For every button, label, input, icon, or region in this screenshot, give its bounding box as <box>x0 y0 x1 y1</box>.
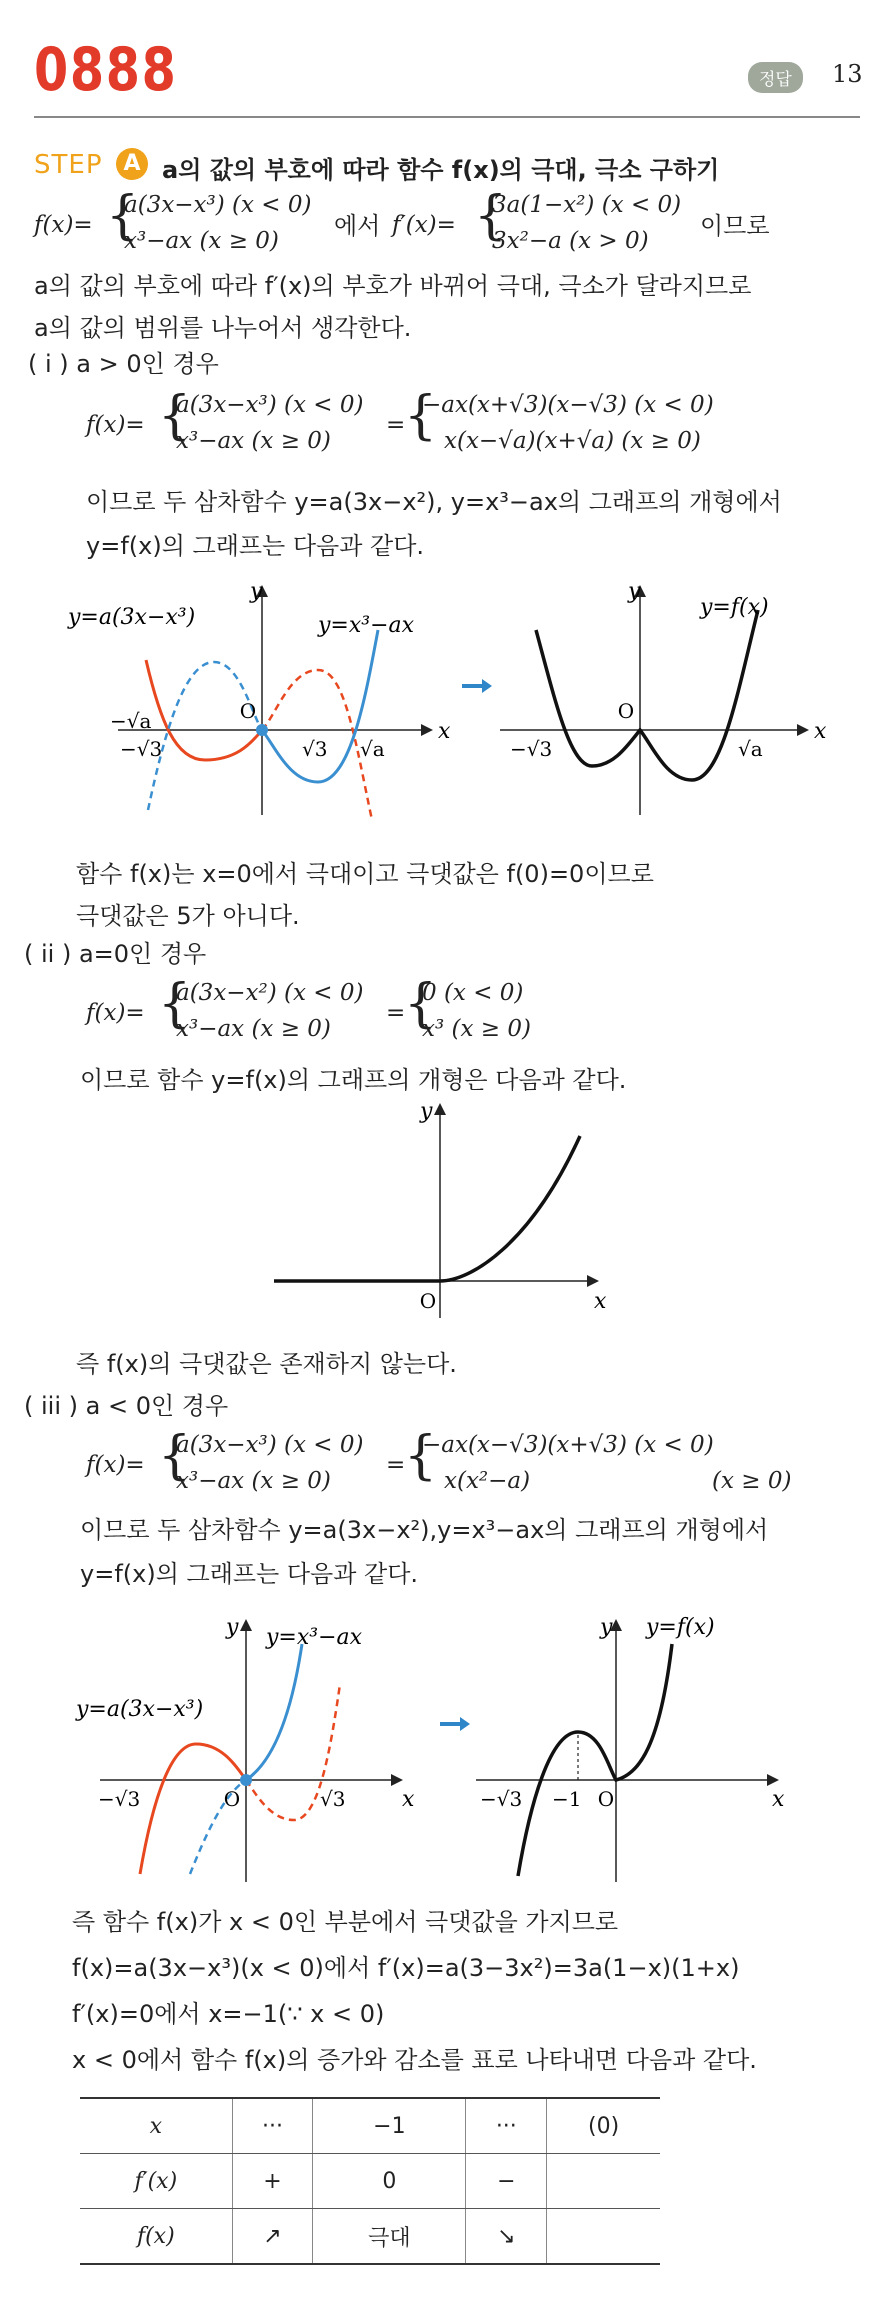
case2-heading: ( ii ) a=0인 경우 <box>24 940 207 968</box>
case2-graph <box>0 1096 894 1326</box>
case3-c1: 즉 함수 f(x)가 x < 0인 부분에서 극댓값을 가지므로 <box>72 1908 619 1936</box>
problem-number: 0888 <box>34 35 178 105</box>
case3-g1-sqrt3: √3 <box>320 1787 346 1811</box>
case3-g2-neg-sqrt3: −√3 <box>480 1787 523 1811</box>
case1-heading: ( i ) a > 0인 경우 <box>28 350 219 378</box>
case3-equals: = <box>386 1452 406 1478</box>
case3-g1-x-label: x <box>402 1787 415 1812</box>
case2-r1: 0 (x < 0) <box>422 980 524 1006</box>
table-cell: x <box>80 2098 232 2154</box>
table-cell: − <box>466 2154 547 2209</box>
case3-g1-blue-solid <box>246 1644 302 1780</box>
table-row <box>80 2098 660 2154</box>
case1-r2: x(x−√a)(x+√a) (x ≥ 0) <box>444 428 701 454</box>
case1-g1-blue-dashed <box>148 662 262 810</box>
intro-text-2: a의 값의 범위를 나누어서 생각한다. <box>34 314 412 342</box>
case2-right-brace: { <box>404 974 438 1034</box>
case3-r1: −ax(x−√3)(x+√3) (x < 0) <box>422 1432 714 1458</box>
intro-text-1: a의 값의 부호에 따라 f′(x)의 부호가 바뀌어 극대, 극소가 달라지므로 <box>34 272 752 300</box>
table-cell: + <box>232 2154 313 2209</box>
intro-end: 이므로 <box>700 212 770 240</box>
table-cell: 극대 <box>313 2209 466 2265</box>
case1-g1-neg-sqrt3: −√3 <box>120 737 163 761</box>
intro-f-case1: a(3x−x³) (x < 0) <box>124 192 312 218</box>
case3-c3: f′(x)=0에서 x=−1(∵ x < 0) <box>72 2000 385 2028</box>
intro-fp-case2: 3x²−a (x > 0) <box>492 228 649 254</box>
case3-g1-curve2-label: y=x³−ax <box>266 1625 363 1650</box>
case1-conclusion-2: 극댓값은 5가 아니다. <box>76 902 300 930</box>
case3-f-label: f(x)= <box>86 1452 145 1478</box>
step-title: a의 값의 부호에 따라 함수 f(x)의 극대, 극소 구하기 <box>162 156 720 184</box>
case3-l1: a(3x−x³) (x < 0) <box>176 1432 364 1458</box>
case1-graphs <box>0 570 894 820</box>
case1-g1-sqrt3: √3 <box>302 737 328 761</box>
case1-text-2: y=f(x)의 그래프는 다음과 같다. <box>86 532 425 560</box>
case1-transform-arrow-head <box>482 679 492 693</box>
answer-badge[interactable]: 정답 <box>748 62 803 93</box>
case1-g2-curve <box>536 610 758 780</box>
case2-conclusion: 즉 f(x)의 극댓값은 존재하지 않는다. <box>76 1350 457 1378</box>
case3-g1-origin: O <box>223 1787 241 1811</box>
case3-r2-cond: (x ≥ 0) <box>712 1468 792 1494</box>
case3-g2-y-label: y <box>600 1615 613 1640</box>
case1-g1-origin-dot <box>256 724 268 736</box>
intro-fp-brace: { <box>474 186 508 246</box>
case1-l2: x³−ax (x ≥ 0) <box>176 428 331 454</box>
case3-transform-arrow-head <box>460 1717 470 1731</box>
table-cell <box>547 2209 660 2265</box>
case3-right-brace: { <box>404 1426 438 1486</box>
case1-f-label: f(x)= <box>86 412 145 438</box>
table-cell <box>547 2154 660 2209</box>
case1-g1-y-label: y <box>250 579 263 604</box>
table-cell: (0) <box>547 2098 660 2154</box>
intro-f-case2: x³−ax (x ≥ 0) <box>124 228 279 254</box>
table-cell: ↗ <box>232 2209 313 2265</box>
case1-right-brace: { <box>404 386 438 446</box>
case1-g2-sqrt-a: √a <box>738 737 763 761</box>
case1-g1-x-label: x <box>438 719 451 744</box>
case1-g1-curve2-label: y=x³−ax <box>318 613 415 638</box>
table-cell: f(x) <box>80 2209 232 2265</box>
case2-f-label: f(x)= <box>86 1000 145 1026</box>
table-cell: 0 <box>313 2154 466 2209</box>
case2-left-brace: { <box>158 974 192 1034</box>
intro-fp-label: f′(x)= <box>392 212 456 238</box>
case3-graphs <box>0 1594 894 1884</box>
case2-text-1: 이므로 함수 y=f(x)의 그래프의 개형은 다음과 같다. <box>80 1066 627 1094</box>
case1-text-1: 이므로 두 삼차함수 y=a(3x−x²), y=x³−ax의 그래프의 개형에서 <box>86 488 782 516</box>
table-cell: ··· <box>466 2098 547 2154</box>
intro-fp-case1: 3a(1−x²) (x < 0) <box>492 192 682 218</box>
case2-curve <box>274 1136 580 1281</box>
case3-g1-neg-sqrt3: −√3 <box>98 1787 141 1811</box>
case1-r1: −ax(x+√3)(x−√3) (x < 0) <box>422 392 714 418</box>
case1-g2-y-label: y <box>628 579 641 604</box>
case2-equals: = <box>386 1000 406 1026</box>
case3-g2-neg-one: −1 <box>552 1787 582 1811</box>
intro-mid: 에서 <box>334 212 381 240</box>
case1-g1-neg-sqrt-a: −√a <box>110 709 152 733</box>
case1-conclusion-1: 함수 f(x)는 x=0에서 극대이고 극댓값은 f(0)=0이므로 <box>76 860 654 888</box>
case3-g2-origin: O <box>597 1787 615 1811</box>
case3-left-brace: { <box>158 1426 192 1486</box>
case2-l2: x³−ax (x ≥ 0) <box>176 1016 331 1042</box>
intro-f-brace: { <box>106 186 140 246</box>
case3-g2-x-label: x <box>772 1787 785 1812</box>
case3-g1-curve1-label: y=a(3x−x³) <box>76 1697 204 1722</box>
case3-text-1: 이므로 두 삼차함수 y=a(3x−x²),y=x³−ax의 그래프의 개형에서 <box>80 1516 769 1544</box>
case3-r2: x(x²−a) <box>444 1468 531 1494</box>
case1-g2-curve-label: y=f(x) <box>700 595 769 620</box>
case1-equals: = <box>386 412 406 438</box>
case3-c2: f(x)=a(3x−x³)(x < 0)에서 f′(x)=a(3−3x²)=3a(1−x)(1+x) <box>72 1954 740 1982</box>
case3-c4: x < 0에서 함수 f(x)의 증가와 감소를 표로 나타내면 다음과 같다. <box>72 2046 757 2074</box>
table-row <box>80 2209 660 2265</box>
case1-l1: a(3x−x³) (x < 0) <box>176 392 364 418</box>
case3-heading: ( iii ) a < 0인 경우 <box>24 1392 229 1420</box>
case2-r2: x³ (x ≥ 0) <box>422 1016 531 1042</box>
case3-text-2: y=f(x)의 그래프는 다음과 같다. <box>80 1560 419 1588</box>
case1-left-brace: { <box>158 386 192 446</box>
case3-g1-y-label: y <box>226 1615 239 1640</box>
case3-g1-origin-dot <box>240 1774 252 1786</box>
table-row <box>80 2154 660 2209</box>
case2-l1: a(3x−x²) (x < 0) <box>176 980 364 1006</box>
sign-table <box>80 2097 660 2265</box>
case1-g1-sqrt-a: √a <box>360 737 385 761</box>
step-label: STEP <box>34 150 103 180</box>
table-cell: ↘ <box>466 2209 547 2265</box>
table-cell: ··· <box>232 2098 313 2154</box>
header-divider <box>34 116 860 118</box>
case1-g2-x-label: x <box>814 719 827 744</box>
case2-y-label: y <box>420 1099 433 1124</box>
case2-origin: O <box>419 1289 437 1313</box>
case1-g1-origin: O <box>239 699 257 723</box>
table-cell: f′(x) <box>80 2154 232 2209</box>
case3-g2-curve <box>518 1644 672 1876</box>
case3-g2-curve-label: y=f(x) <box>646 1615 715 1640</box>
case3-l2: x³−ax (x ≥ 0) <box>176 1468 331 1494</box>
page-number: 13 <box>832 60 863 88</box>
case1-g2-origin: O <box>617 699 635 723</box>
case2-x-label: x <box>594 1289 607 1314</box>
step-letter-badge: A <box>116 148 148 180</box>
case1-g2-neg-sqrt3: −√3 <box>510 737 553 761</box>
intro-f-label: f(x)= <box>34 212 93 238</box>
case1-g1-curve1-label: y=a(3x−x³) <box>68 605 196 630</box>
table-cell: −1 <box>313 2098 466 2154</box>
